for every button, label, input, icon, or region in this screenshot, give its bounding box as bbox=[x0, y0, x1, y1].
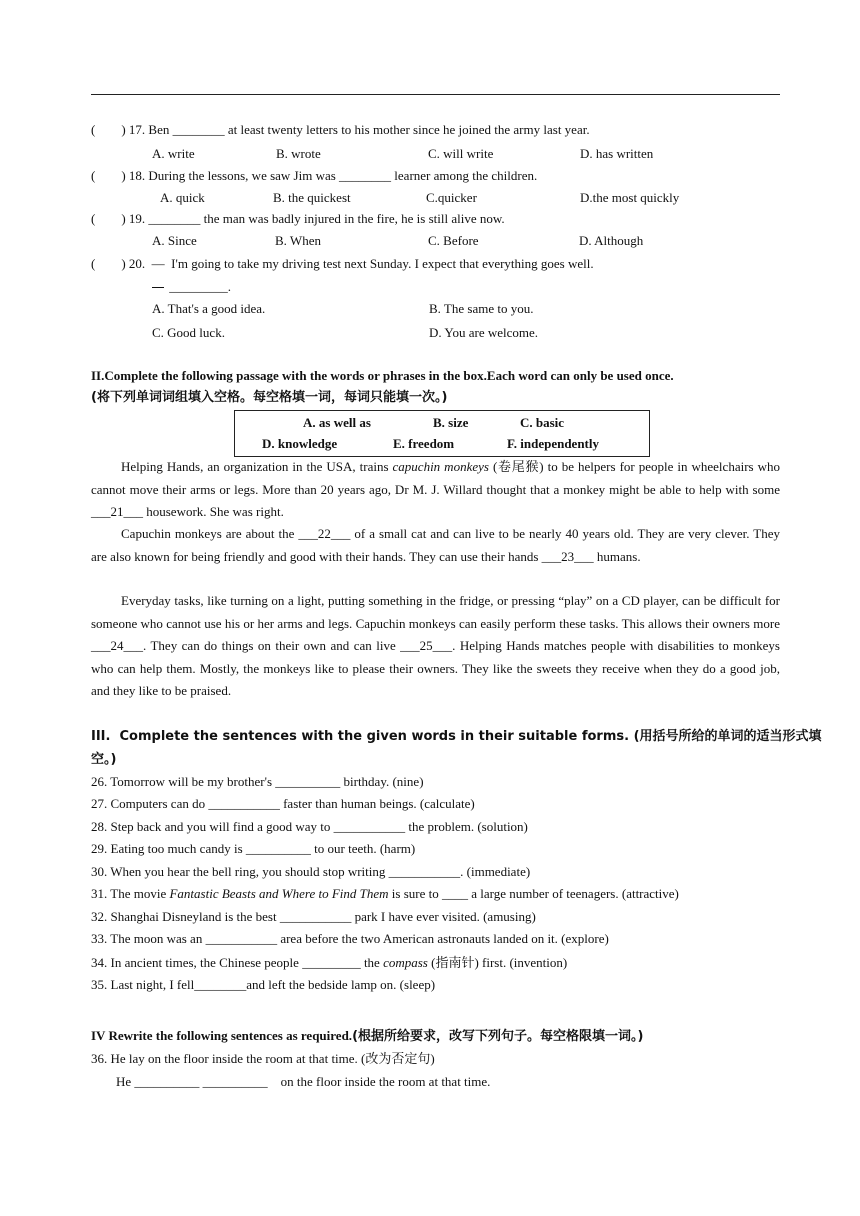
section-4-title: IV Rewrite the following sentences as required. bbox=[91, 1028, 353, 1043]
passage-paragraph-3 bbox=[91, 590, 780, 703]
word-option-c: C. basic bbox=[520, 415, 565, 430]
q19-option-b: B. When bbox=[275, 233, 321, 248]
q20-option-b: B. The same to you. bbox=[429, 301, 534, 316]
word-option-e: E. freedom bbox=[393, 436, 455, 451]
q20-option-d: D. You are welcome. bbox=[429, 325, 539, 340]
dash-mark bbox=[152, 287, 164, 288]
item-36: 36. He lay on the floor inside the room at that time. (改为否定句) bbox=[91, 1051, 435, 1066]
q18-option-a: A. quick bbox=[160, 190, 205, 205]
section-4-heading bbox=[91, 1028, 643, 1045]
item-31 bbox=[91, 886, 679, 902]
p1-text-b: (卷尾猴) to be helpers for people in wheelchairs who cannot move their arms or legs. More than 20 years ago, Dr M. J. Willard thought that a monkey might be able to help with some ___21___ housework. She was right. bbox=[91, 459, 780, 520]
q18-option-c: C.quicker bbox=[426, 190, 477, 205]
q19-option-c: C. Before bbox=[428, 233, 479, 248]
item-34-italic: compass bbox=[383, 955, 428, 970]
q18-option-b: B. the quickest bbox=[273, 190, 351, 205]
item-34-text-a: 34. In ancient times, the Chinese people _________ the bbox=[91, 955, 384, 970]
word-option-f: F. independently bbox=[507, 436, 599, 451]
section-2-title: II.Complete the following passage with the words or phrases in the box.Each word can only be used once. bbox=[91, 368, 674, 383]
question-18: ( ) 18. During the lessons, we saw Jim was ________ learner among the children. bbox=[91, 168, 538, 183]
item-27: 27. Computers can do ___________ faster than human beings. (calculate) bbox=[91, 796, 475, 811]
word-box bbox=[234, 410, 650, 457]
header-rule bbox=[91, 94, 780, 95]
passage-paragraph-2 bbox=[91, 523, 780, 568]
passage-paragraph-1 bbox=[91, 456, 780, 524]
item-34 bbox=[91, 955, 567, 971]
q19-option-a: A. Since bbox=[152, 233, 197, 248]
section-4-title-cn: (根据所给要求，改写下列句子。每空格限填一词。) bbox=[352, 1029, 644, 1044]
item-36-answer: He __________ __________ on the floor inside the room at that time. bbox=[116, 1074, 491, 1089]
item-30: 30. When you hear the bell ring, you should stop writing ___________. (immediate) bbox=[91, 864, 531, 879]
question-19: ( ) 19. ________ the man was badly injured in the fire, he is still alive now. bbox=[91, 211, 505, 226]
item-32: 32. Shanghai Disneyland is the best ___________ park I have ever visited. (amusing) bbox=[91, 909, 536, 924]
item-33: 33. The moon was an ___________ area before the two American astronauts landed on it. (explore) bbox=[91, 931, 609, 946]
word-option-d: D. knowledge bbox=[262, 436, 338, 451]
word-option-b: B. size bbox=[433, 415, 469, 430]
item-31-text-b: is sure to ____ a large number of teenagers. (attractive) bbox=[388, 886, 679, 901]
item-26: 26. Tomorrow will be my brother's __________ birthday. (nine) bbox=[91, 774, 424, 789]
q20-reply bbox=[152, 279, 231, 295]
item-35: 35. Last night, I fell________and left the bedside lamp on. (sleep) bbox=[91, 977, 436, 992]
q17-option-d: D. has written bbox=[580, 146, 654, 161]
q18-option-d: D.the most quickly bbox=[580, 190, 680, 205]
item-31-text-a: 31. The movie bbox=[91, 886, 170, 901]
item-29: 29. Eating too much candy is __________ to our teeth. (harm) bbox=[91, 841, 416, 856]
question-17: ( ) 17. Ben ________ at least twenty letters to his mother since he joined the army last year. bbox=[91, 122, 590, 137]
p2-text: Capuchin monkeys are about the ___22___ of a small cat and can live to be nearly 40 years old. They are very clever. They are also known for being friendly and good with their hands. They can use their hands ___23___ humans. bbox=[91, 526, 780, 564]
q17-option-c: C. will write bbox=[428, 146, 494, 161]
q17-option-a: A. write bbox=[152, 146, 195, 161]
section-2-title-cn: (将下列单词词组填入空格。每空格填一词，每词只能填一次。) bbox=[91, 390, 448, 405]
q19-option-d: D. Although bbox=[579, 233, 644, 248]
section-3-title: III. Complete the sentences with the given words in their suitable forms. (用括号所给的单词的适当形式填 bbox=[91, 729, 822, 744]
item-31-italic: Fantastic Beasts and Where to Find Them bbox=[169, 886, 389, 901]
p3-text: Everyday tasks, like turning on a light, putting something in the fridge, or pressing “play” on a CD player, can be difficult for someone who cannot use his or her arms and legs. Capuchin monkeys can easily perform these tasks. This allows their owners more ___24___. They can do things on their own and can live ___25___. Helping Hands matches people with disabilities to monkeys who can help them. Mostly, the monkeys like to please their owners. They like the sweets they receive when they do a good job, and they like to be praised. bbox=[91, 593, 780, 699]
q20-option-a: A. That's a good idea. bbox=[152, 301, 266, 316]
section-3-title-cont: 空。) bbox=[91, 752, 117, 767]
p1-italic: capuchin monkeys bbox=[392, 459, 489, 474]
p1-text-a: Helping Hands, an organization in the USA, trains bbox=[121, 459, 393, 474]
question-20: ( ) 20. — I'm going to take my driving test next Sunday. I expect that everything goes well. bbox=[91, 256, 594, 271]
item-28: 28. Step back and you will find a good way to ___________ the problem. (solution) bbox=[91, 819, 528, 834]
item-34-text-b: (指南针) first. (invention) bbox=[427, 955, 568, 970]
q20-reply-blank: _________. bbox=[169, 279, 231, 294]
word-option-a: A. as well as bbox=[303, 415, 371, 430]
q20-option-c: C. Good luck. bbox=[152, 325, 225, 340]
q17-option-b: B. wrote bbox=[276, 146, 321, 161]
